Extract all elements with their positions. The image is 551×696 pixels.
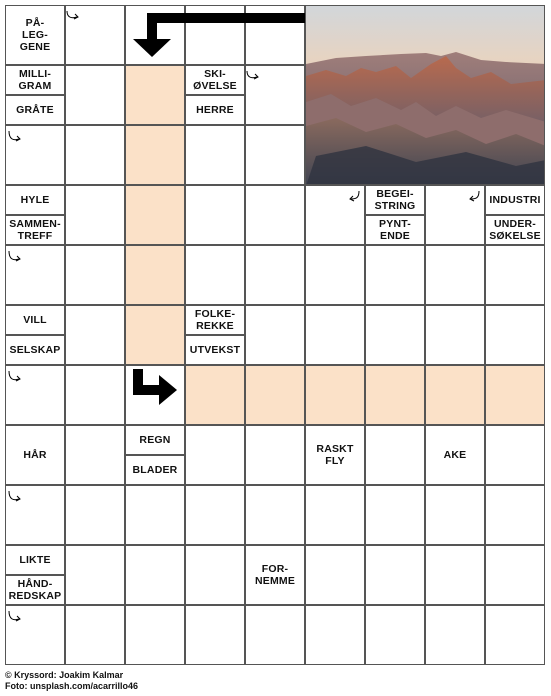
clue-pyntende: PYNT- ENDE xyxy=(365,215,425,245)
answer-cell[interactable] xyxy=(305,545,365,605)
answer-cell[interactable] xyxy=(365,485,425,545)
answer-cell[interactable] xyxy=(425,245,485,305)
answer-cell[interactable] xyxy=(65,605,125,665)
answer-cell[interactable] xyxy=(305,245,365,305)
answer-cell[interactable] xyxy=(5,485,65,545)
solution-cell[interactable] xyxy=(485,365,545,425)
solution-cell[interactable] xyxy=(125,185,185,245)
answer-cell[interactable] xyxy=(5,125,65,185)
answer-cell[interactable] xyxy=(485,245,545,305)
answer-cell[interactable] xyxy=(425,485,485,545)
answer-cell[interactable] xyxy=(125,5,185,65)
solution-cell[interactable] xyxy=(305,365,365,425)
clue-haandredskap: HÅND- REDSKAP xyxy=(5,575,65,605)
answer-cell[interactable] xyxy=(485,305,545,365)
answer-cell[interactable] xyxy=(365,545,425,605)
clue-herre: HERRE xyxy=(185,95,245,125)
solution-cell[interactable] xyxy=(425,365,485,425)
answer-cell[interactable] xyxy=(185,425,245,485)
answer-cell[interactable] xyxy=(65,485,125,545)
answer-cell[interactable] xyxy=(65,245,125,305)
clue-begeistring: BEGEI- STRING xyxy=(365,185,425,215)
clue-folkerekke: FOLKE- REKKE xyxy=(185,305,245,335)
photo-credit: Foto: unsplash.com/acarrillo46 xyxy=(5,681,139,691)
solution-cell[interactable] xyxy=(125,305,185,365)
solution-cell[interactable] xyxy=(125,65,185,125)
clue-ake: AKE xyxy=(425,425,485,485)
answer-cell[interactable] xyxy=(245,605,305,665)
answer-cell[interactable] xyxy=(185,545,245,605)
answer-cell[interactable] xyxy=(365,605,425,665)
answer-cell[interactable] xyxy=(185,125,245,185)
answer-cell[interactable] xyxy=(425,185,485,245)
answer-cell[interactable] xyxy=(365,425,425,485)
answer-cell[interactable] xyxy=(65,185,125,245)
clue-milligram: MILLI- GRAM xyxy=(5,65,65,95)
answer-cell[interactable] xyxy=(185,485,245,545)
answer-cell[interactable] xyxy=(425,605,485,665)
answer-cell[interactable] xyxy=(185,245,245,305)
clue-industri: INDUSTRI xyxy=(485,185,545,215)
answer-cell[interactable] xyxy=(245,65,305,125)
arrow-cell xyxy=(125,365,185,425)
clue-fornemme: FOR- NEMME xyxy=(245,545,305,605)
solution-cell[interactable] xyxy=(365,365,425,425)
clue-hyle: HYLE xyxy=(5,185,65,215)
answer-cell[interactable] xyxy=(305,305,365,365)
answer-cell[interactable] xyxy=(425,545,485,605)
answer-cell[interactable] xyxy=(125,545,185,605)
answer-cell[interactable] xyxy=(365,245,425,305)
clue-skiovelse: SKI- ØVELSE xyxy=(185,65,245,95)
answer-cell[interactable] xyxy=(5,365,65,425)
answer-cell[interactable] xyxy=(245,5,305,65)
answer-cell[interactable] xyxy=(365,305,425,365)
answer-cell[interactable] xyxy=(5,605,65,665)
answer-cell[interactable] xyxy=(5,245,65,305)
answer-cell[interactable] xyxy=(65,425,125,485)
answer-cell[interactable] xyxy=(425,305,485,365)
clue-regn: REGN xyxy=(125,425,185,455)
clue-likte: LIKTE xyxy=(5,545,65,575)
clue-vill: VILL xyxy=(5,305,65,335)
answer-cell[interactable] xyxy=(485,545,545,605)
clue-paalegg: PÅ- LEG- GENE xyxy=(5,5,65,65)
answer-cell[interactable] xyxy=(125,485,185,545)
solution-cell[interactable] xyxy=(125,245,185,305)
solution-cell[interactable] xyxy=(125,125,185,185)
answer-cell[interactable] xyxy=(65,125,125,185)
answer-cell[interactable] xyxy=(305,485,365,545)
clue-haar: HÅR xyxy=(5,425,65,485)
clue-graate: GRÅTE xyxy=(5,95,65,125)
answer-cell[interactable] xyxy=(65,65,125,125)
clue-undersokelse: UNDER- SØKELSE xyxy=(485,215,545,245)
solution-cell[interactable] xyxy=(185,365,245,425)
answer-cell[interactable] xyxy=(485,605,545,665)
answer-cell[interactable] xyxy=(185,605,245,665)
answer-cell[interactable] xyxy=(65,5,125,65)
answer-cell[interactable] xyxy=(245,125,305,185)
answer-cell[interactable] xyxy=(245,425,305,485)
answer-cell[interactable] xyxy=(305,605,365,665)
clue-raskt-fly: RASKT FLY xyxy=(305,425,365,485)
author-credit: © Kryssord: Joakim Kalmar xyxy=(5,670,124,680)
answer-cell[interactable] xyxy=(305,185,365,245)
clue-selskap: SELSKAP xyxy=(5,335,65,365)
answer-cell[interactable] xyxy=(245,485,305,545)
answer-cell[interactable] xyxy=(65,545,125,605)
answer-cell[interactable] xyxy=(245,185,305,245)
clue-sammentreff: SAMMEN- TREFF xyxy=(5,215,65,245)
canyon-photo-image xyxy=(306,6,545,185)
clue-utvekst: UTVEKST xyxy=(185,335,245,365)
answer-cell[interactable] xyxy=(485,425,545,485)
answer-cell[interactable] xyxy=(125,605,185,665)
answer-cell[interactable] xyxy=(245,245,305,305)
answer-cell[interactable] xyxy=(65,305,125,365)
crossword-grid xyxy=(5,5,545,665)
answer-cell[interactable] xyxy=(65,365,125,425)
answer-cell[interactable] xyxy=(485,485,545,545)
answer-cell[interactable] xyxy=(245,305,305,365)
clue-blader: BLADER xyxy=(125,455,185,485)
canyon-photo xyxy=(305,5,545,185)
solution-cell[interactable] xyxy=(245,365,305,425)
answer-cell[interactable] xyxy=(185,5,245,65)
answer-cell[interactable] xyxy=(185,185,245,245)
